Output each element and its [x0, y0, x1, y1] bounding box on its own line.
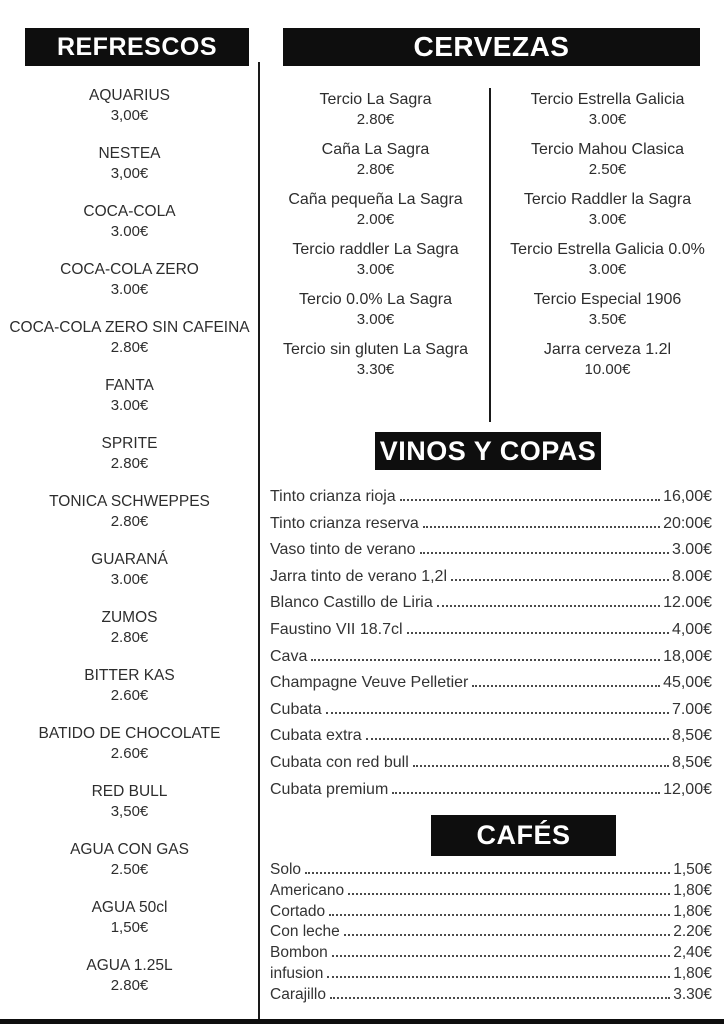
dotted-leader — [327, 976, 670, 978]
item-price: 2.80€ — [110, 513, 149, 530]
menu-item — [0, 434, 259, 474]
menu-row — [270, 568, 712, 595]
item-price: 2.80€ — [110, 629, 149, 646]
item-name: Tinto crianza reserva — [270, 514, 419, 532]
item-price: 3.30€ — [673, 985, 712, 1003]
dotted-leader — [451, 579, 669, 581]
menu-item — [262, 190, 489, 229]
item-name: COCA-COLA ZERO SIN CAFEINA — [9, 319, 250, 336]
cervezas-right-column — [491, 90, 724, 390]
dotted-leader — [330, 997, 670, 999]
item-name: Tercio raddler La Sagra — [292, 241, 459, 258]
menu-item — [262, 240, 489, 279]
item-name: Cubata con red bull — [270, 753, 409, 771]
menu-item — [0, 492, 259, 532]
refrescos-list — [0, 86, 259, 1014]
menu-row — [270, 488, 712, 515]
item-name: TONICA SCHWEPPES — [49, 493, 210, 510]
item-price: 3.00€ — [356, 261, 395, 278]
dotted-leader — [348, 893, 670, 895]
section-header-cafes: CAFÉS — [431, 815, 616, 856]
item-name: Tercio La Sagra — [319, 91, 432, 108]
item-price: 2.60€ — [110, 687, 149, 704]
dotted-leader — [311, 659, 660, 661]
item-price: 12,00€ — [663, 780, 712, 798]
item-name: Con leche — [270, 923, 340, 941]
menu-item — [491, 340, 724, 379]
item-price: 3,00€ — [110, 107, 149, 124]
menu-item — [0, 318, 259, 358]
dotted-leader — [400, 499, 660, 501]
menu-item — [0, 144, 259, 184]
menu-row — [270, 727, 712, 754]
item-price: 2.80€ — [356, 111, 395, 128]
item-name: COCA-COLA — [83, 203, 176, 220]
menu-item — [0, 202, 259, 242]
item-price: 16,00€ — [663, 488, 712, 505]
item-price: 7.00€ — [671, 700, 712, 718]
menu-item — [0, 898, 259, 938]
item-price: 3.00€ — [110, 281, 149, 298]
item-name: Tinto crianza rioja — [270, 488, 396, 505]
item-name: Jarra cerveza 1.2l — [543, 341, 672, 358]
item-name: Cubata — [270, 700, 322, 718]
item-name: Tercio 0.0% La Sagra — [299, 291, 452, 308]
item-price: 2.50€ — [110, 861, 149, 878]
item-name: Faustino VII 18.7cl — [270, 620, 403, 638]
menu-row — [270, 594, 712, 621]
item-name: Tercio Mahou Clasica — [531, 141, 684, 158]
item-name: Americano — [270, 881, 345, 899]
item-name: AGUA CON GAS — [70, 841, 189, 858]
menu-row — [270, 861, 712, 882]
item-name: BITTER KAS — [84, 667, 175, 684]
menu-item — [262, 90, 489, 129]
item-name: Blanco Castillo de Liria — [270, 594, 433, 612]
item-price: 3,00€ — [110, 165, 149, 182]
item-price: 3.30€ — [356, 361, 395, 378]
item-name: Carajillo — [270, 985, 326, 1003]
menu-row — [270, 781, 712, 808]
item-price: 1,50€ — [110, 919, 149, 936]
item-price: 2.80€ — [110, 339, 149, 356]
item-price: 2.00€ — [356, 211, 395, 228]
cafes-list — [270, 861, 712, 1007]
menu-item — [0, 376, 259, 416]
item-name: Cubata premium — [270, 780, 389, 798]
item-name: COCA-COLA ZERO — [60, 261, 199, 278]
menu-item — [0, 840, 259, 880]
item-price: 3,50€ — [110, 803, 149, 820]
item-name: AGUA 50cl — [91, 899, 168, 916]
section-header-cervezas: CERVEZAS — [283, 28, 700, 66]
dotted-leader — [332, 955, 670, 957]
item-price: 8.00€ — [671, 567, 712, 585]
menu-item — [491, 90, 724, 129]
item-name: Champagne Veuve Pelletier — [270, 674, 469, 692]
item-name: Bombon — [270, 944, 328, 962]
item-name: infusion — [270, 964, 324, 982]
item-name: Tercio Raddler la Sagra — [523, 191, 692, 208]
item-name: FANTA — [105, 377, 154, 394]
menu-row — [270, 882, 712, 903]
item-name: Caña pequeña La Sagra — [288, 191, 463, 208]
menu-row — [270, 621, 712, 648]
item-price: 3.00€ — [356, 311, 395, 328]
menu-item — [0, 608, 259, 648]
menu-row — [270, 701, 712, 728]
item-price: 8,50€ — [671, 727, 712, 745]
item-price: 3.00€ — [588, 261, 627, 278]
item-price: 18,00€ — [663, 647, 712, 665]
menu-row — [270, 648, 712, 675]
item-price: 1,50€ — [673, 861, 712, 878]
menu-item — [0, 724, 259, 764]
dotted-leader — [329, 914, 670, 916]
item-name: AQUARIUS — [89, 87, 170, 104]
dotted-leader — [437, 605, 660, 607]
menu-item — [0, 550, 259, 590]
dotted-leader — [392, 792, 660, 794]
menu-row — [270, 923, 712, 944]
item-price: 3.00€ — [588, 211, 627, 228]
dotted-leader — [326, 712, 669, 714]
item-name: ZUMOS — [101, 609, 158, 626]
item-price: 1,80€ — [673, 902, 712, 920]
item-price: 45,00€ — [663, 674, 712, 692]
menu-item — [0, 666, 259, 706]
dotted-leader — [305, 872, 670, 874]
cervezas-left-column — [262, 90, 489, 390]
item-price: 2.20€ — [673, 923, 712, 941]
item-price: 8,50€ — [671, 753, 712, 771]
item-price: 3.00€ — [110, 571, 149, 588]
item-name: Tercio sin gluten La Sagra — [283, 341, 468, 358]
dotted-leader — [420, 552, 669, 554]
menu-item — [491, 140, 724, 179]
item-price: 2.80€ — [110, 977, 149, 994]
item-price: 1,80€ — [673, 881, 712, 899]
item-price: 4,00€ — [671, 620, 712, 638]
menu-row — [270, 903, 712, 924]
item-price: 2.50€ — [588, 161, 627, 178]
item-price: 10.00€ — [584, 361, 631, 378]
item-price: 3.00€ — [588, 111, 627, 128]
menu-item — [491, 290, 724, 329]
menu-row — [270, 674, 712, 701]
menu-row — [270, 754, 712, 781]
dotted-leader — [344, 934, 670, 936]
cervezas-section — [262, 90, 724, 390]
dotted-leader — [423, 526, 660, 528]
menu-row — [270, 965, 712, 986]
item-price: 2,40€ — [673, 944, 712, 962]
item-price: 3.50€ — [588, 311, 627, 328]
menu-row — [270, 944, 712, 965]
dotted-leader — [472, 685, 660, 687]
item-name: Solo — [270, 861, 302, 878]
item-price: 2.60€ — [110, 745, 149, 762]
item-name: GUARANÁ — [91, 551, 168, 568]
dotted-leader — [413, 765, 669, 767]
menu-row — [270, 986, 712, 1007]
menu-item — [0, 782, 259, 822]
item-price: 3.00€ — [671, 541, 712, 559]
item-name: Vaso tinto de verano — [270, 541, 416, 559]
menu-row — [270, 515, 712, 542]
menu-item — [0, 86, 259, 126]
item-name: Cortado — [270, 902, 326, 920]
section-header-vinos: VINOS Y COPAS — [375, 432, 601, 470]
item-price: 1,80€ — [673, 964, 712, 982]
item-name: Cubata extra — [270, 727, 362, 745]
item-price: 3.00€ — [110, 397, 149, 414]
item-price: 12.00€ — [663, 594, 712, 612]
item-name: RED BULL — [91, 783, 168, 800]
item-price: 2.80€ — [356, 161, 395, 178]
item-name: Tercio Estrella Galicia — [530, 91, 685, 108]
menu-item — [262, 340, 489, 379]
bottom-border-bar — [0, 1019, 724, 1024]
vinos-list — [270, 488, 712, 807]
item-name: Tercio Estrella Galicia 0.0% — [510, 241, 705, 258]
item-name: Cava — [270, 647, 308, 665]
menu-item — [262, 140, 489, 179]
menu-item — [491, 190, 724, 229]
menu-item — [0, 260, 259, 300]
item-price: 20:00€ — [663, 514, 712, 532]
menu-item — [0, 956, 259, 996]
section-header-refrescos: REFRESCOS — [25, 28, 249, 66]
menu-item — [262, 290, 489, 329]
item-price: 3.00€ — [110, 223, 149, 240]
dotted-leader — [407, 632, 669, 634]
item-price: 2.80€ — [110, 455, 149, 472]
dotted-leader — [366, 738, 669, 740]
item-name: AGUA 1.25L — [86, 957, 173, 974]
item-name: SPRITE — [101, 435, 158, 452]
menu-row — [270, 541, 712, 568]
item-name: Jarra tinto de verano 1,2l — [270, 567, 447, 585]
item-name: NESTEA — [98, 145, 161, 162]
item-name: BATIDO DE CHOCOLATE — [38, 725, 221, 742]
item-name: Tercio Especial 1906 — [533, 291, 682, 308]
menu-item — [491, 240, 724, 279]
item-name: Caña La Sagra — [321, 141, 430, 158]
